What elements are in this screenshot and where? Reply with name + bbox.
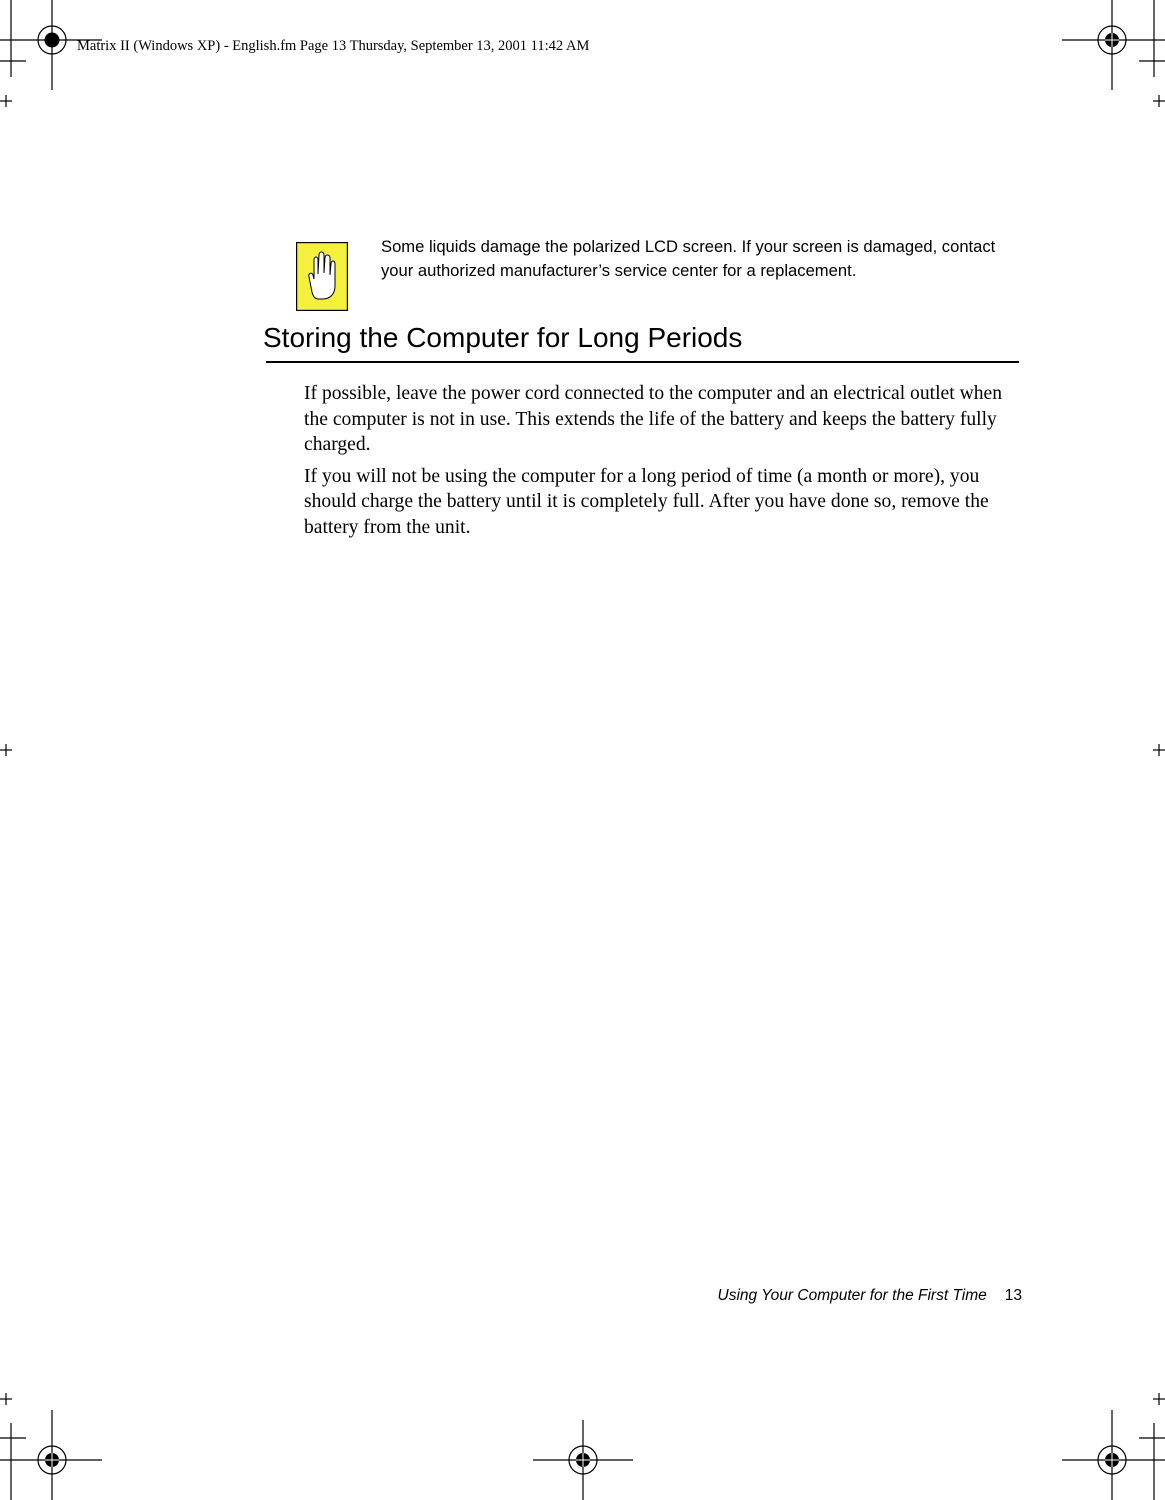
body-paragraph: If possible, leave the power cord connected to the computer and an electrical outlet when the computer is not in use. This extends the life of the battery and keeps the battery fully charged.: [304, 383, 1003, 455]
body-paragraph: If you will not be using the computer for a long period of time (a month or more), you should charge the battery until it is completely full. After you have done so, remove the battery from the unit.: [304, 465, 989, 538]
section-title: Storing the Computer for Long Periods: [263, 322, 743, 353]
stop-hand-icon: [296, 242, 348, 311]
section-body: [304, 381, 1020, 546]
caution-note: Some liquids damage the polarized LCD screen. If your screen is damaged, contact your authorized manufacturer’s service center for a replacement.: [381, 237, 996, 280]
title-rule: [266, 361, 1019, 363]
print-slug: Matrix II (Windows XP) - English.fm Page 13 Thursday, September 13, 2001 11:42 AM: [77, 38, 590, 54]
page-number: 13: [1004, 1287, 1022, 1304]
page-footer: [718, 1287, 1022, 1305]
running-title: Using Your Computer for the First Time: [717, 1287, 987, 1304]
